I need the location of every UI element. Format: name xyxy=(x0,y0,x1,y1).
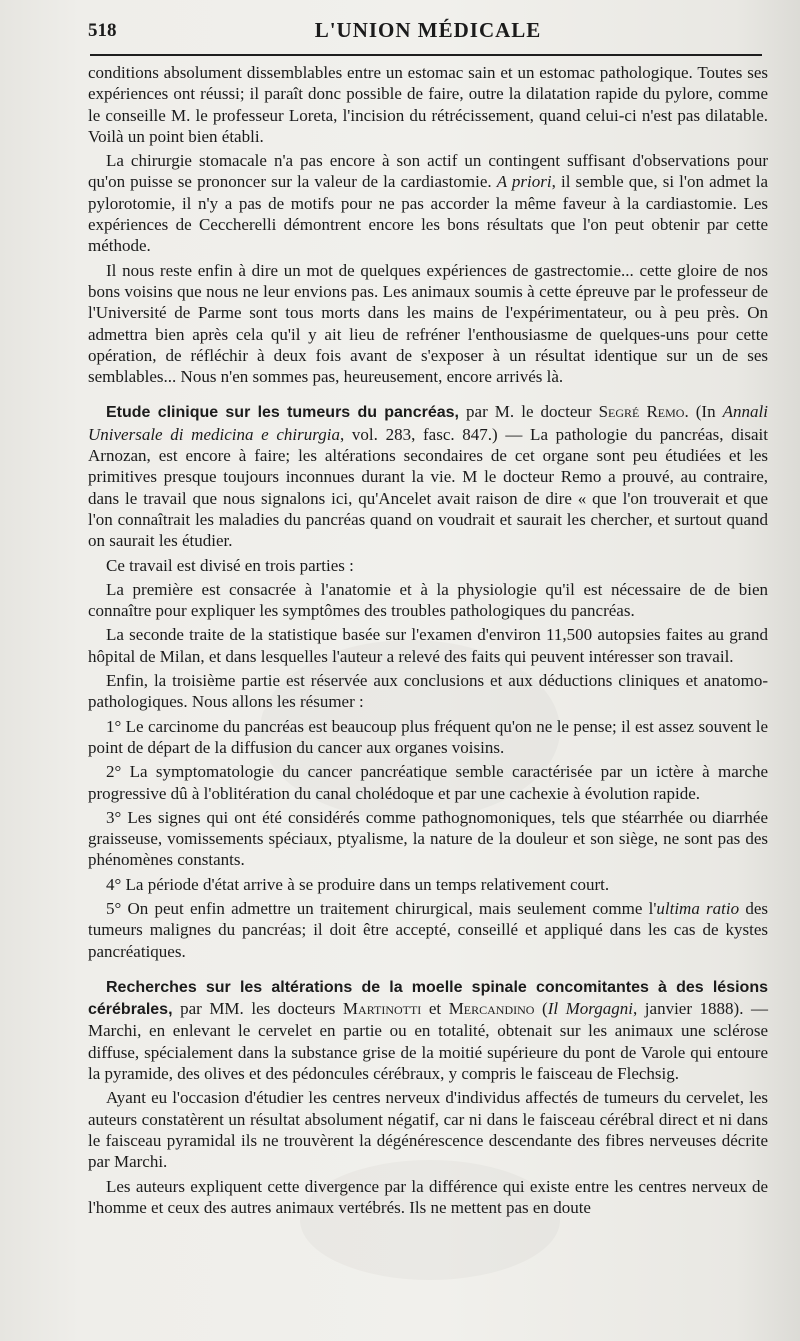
emphasis: ultima ratio xyxy=(656,898,740,918)
conclusion-item: 3° Les signes qui ont été considérés comme pathognomoniques, tels que stéarrhée ou diarrhée graisseuse, vomissements spéciaux, ptyalisme, la nature de la douleur et son siège, ne sont pas des phénomènes constants. xyxy=(88,807,768,870)
text-run: , janvier 1888). — Marchi, en enlevant le cervelet en partie ou en totalité, obtenait sur les animaux une sclérose diffuse, spécialement dans la substance grise de la moitié supérieure du pont de Varole qui entoure la pyramide, des olives et des pédoncules cérébraux, y compris le faisceau de Flechsig. xyxy=(88,999,768,1084)
emphasis: A priori xyxy=(496,172,552,192)
section-paragraph xyxy=(88,401,768,551)
conclusion-item: 4° La période d'état arrive à se produire dans un temps relativement court. xyxy=(106,874,610,894)
conclusion-item: 1° Le carcinome du pancréas est beaucoup plus fréquent qu'on ne le pense; il est assez souvent le point de départ de la diffusion du cancer aux organes voisins. xyxy=(88,716,768,757)
page-number: 518 xyxy=(88,20,117,41)
section-title: Etude clinique sur les tumeurs du pancréas, xyxy=(106,404,459,422)
text-run: ( xyxy=(534,999,548,1019)
body-text xyxy=(88,62,768,1221)
text-run: des tumeurs malignes du pancréas; il doit être accepté, conseillé et appliqué dans les cas de kystes pancréatiques. xyxy=(88,898,768,961)
paragraph: Enfin, la troisième partie est réservée aux conclusions et aux déductions cliniques et anatomo-pathologiques. Nous allons les résumer : xyxy=(88,671,768,712)
author-name: Segré Remo xyxy=(598,402,685,422)
paragraph: conditions absolument dissemblables entre un estomac sain et un estomac pathologique. Toutes ses expériences ont réussi; il paraît donc possible de faire, outre la dilatation rapide du pylore, comme le conseille M. le professeur Loreta, l'incision du rétrécissement, quand celui-ci n'est pas dilatable. Voilà un point bien établi. xyxy=(88,63,768,146)
header-rule xyxy=(90,54,762,56)
text-run: , il semble que, si l'on admet la pylorotomie, il n'y a pas de motifs pour ne pas accorder la même faveur à la cardiastomie. Les expériences de Ceccherelli démontrent encore les bons résultats que l'on peut obtenir par cette méthode. xyxy=(88,172,768,256)
journal-title: Annali Universale di medicina e chirurgia xyxy=(88,402,768,444)
paragraph: Ce travail est divisé en trois parties : xyxy=(106,555,354,575)
text-run: , vol. 283, fasc. 847.) — La pathologie du pancréas, disait Arnozan, est encore à faire; les altérations secondaires de cet organe sont peu étudiées et les primitives presque toujours inconnues durant la vie. M le docteur Remo a prouvé, au contraire, dans le travail que nous signalons ici, qu'Ancelet avait raison de dire « que l'on trouverait et que l'on connaîtrait les maladies du pancréas quand on voudrait et saurait les chercher, et surtout quand on saurait les étudier. xyxy=(88,424,769,551)
paragraph: La seconde traite de la statistique basée sur l'examen d'environ 11,500 autopsies faites au grand hôpital de Milan, et dans lesquelles l'auteur a relevé des faits qui peuvent intéresser son travail. xyxy=(88,625,768,666)
text-run: La chirurgie stomacale n'a pas encore à son actif un contingent suffisant d'observations pour qu'on puisse se prononcer sur la valeur de la cardiastomie. xyxy=(88,151,768,192)
paragraph: La première est consacrée à l'anatomie et à la physiologie qu'il est nécessaire de de bien connaître pour expliquer les symptômes des troubles pathologiques du pancréas. xyxy=(88,579,768,621)
text-run: 5° On peut enfin admettre un traitement chirurgical, mais seulement comme l' xyxy=(106,898,657,918)
paragraph: Il nous reste enfin à dire un mot de quelques expériences de gastrectomie... cette gloire de nos bons voisins que nous ne leur envions pas. Les animaux soumis à cette épreuve par le professeur de l'Université de Parme sont tous morts dans les mains de l'expérimentateur, ou à peu près. On admettra bien après cela qu'il y ait lieu de refréner l'enthousiasme de quelques-uns pour cette opération, de réfléchir à deux fois avant de s'exposer à un résultat identique sur un de ses semblables... Nous n'en sommes pas, heureusement, encore arrivés là. xyxy=(88,260,768,387)
text-run: par MM. les docteurs xyxy=(172,999,343,1019)
author-name: Mercandino xyxy=(448,999,535,1019)
paragraph: Ayant eu l'occasion d'étudier les centres nerveux d'individus affectés de tumeurs du cervelet, les auteurs constatèrent un résultat absolument négatif, car ni dans le faisceau cérébral direct et ni dans le faisceau pyramidal ils ne trouvèrent la dégénérescence descendante des fibres nerveuses décrite par Marchi. xyxy=(88,1088,768,1172)
paragraph: Les auteurs expliquent cette divergence par la différence qui existe entre les centres nerveux de l'homme et ceux des autres animaux vertébrés. Ils ne mettent pas en doute xyxy=(88,1176,768,1217)
text-run: par M. le docteur xyxy=(458,402,599,422)
author-name: Martinotti xyxy=(342,999,422,1019)
conclusion-item: 2° La symptomatologie du cancer pancréatique semble caractérisée par un ictère à marche progressive dû à l'oblitération du canal cholédoque et par une cachexie à évolution rapide. xyxy=(88,762,768,803)
page-header xyxy=(88,14,768,48)
running-title: L'UNION MÉDICALE xyxy=(314,18,542,42)
journal-title: Il Morgagni xyxy=(547,999,633,1019)
text-run: et xyxy=(421,999,449,1019)
text-run: . (In xyxy=(684,402,723,422)
conclusion-item xyxy=(88,898,768,962)
section-title: Recherches sur les altérations de la moelle spinale concomitantes à des lésions cérébrales, xyxy=(88,978,768,1019)
paragraph xyxy=(88,150,768,256)
section-paragraph xyxy=(88,976,768,1084)
